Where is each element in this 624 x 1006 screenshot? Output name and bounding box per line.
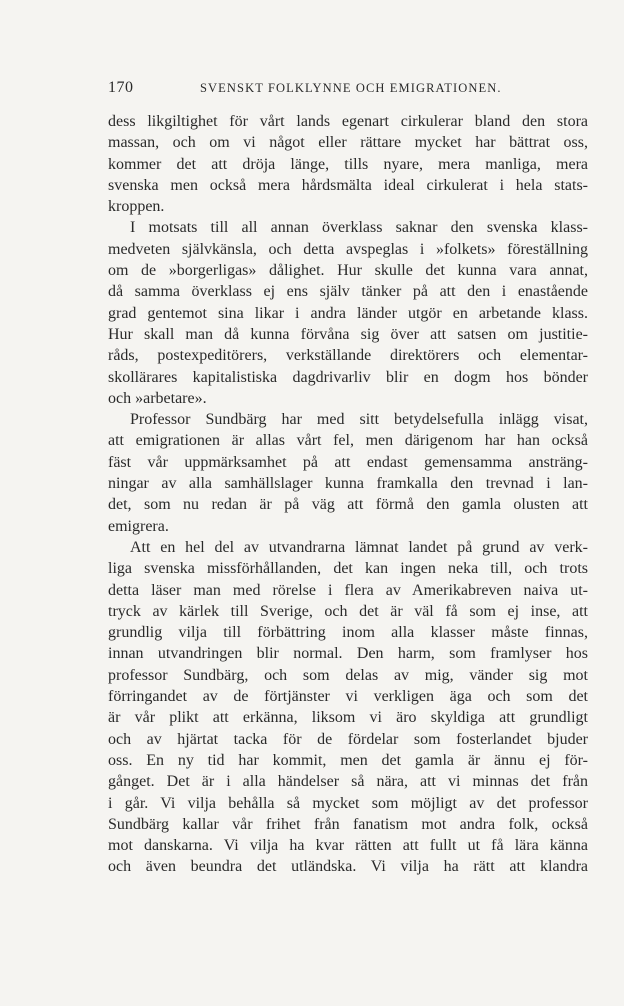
text-line: detta läser man med rörelse i flera av Amerikabreven naiva ut- xyxy=(108,581,588,599)
body-text xyxy=(108,111,588,878)
text-line: I motsats till all annan överklass saknar den svenska klass- xyxy=(130,219,588,237)
text-line: mot danskarna. Vi vilja ha kvar rätten att fullt ut få lära känna xyxy=(108,837,588,855)
running-title: SVENSKT FOLKLYNNE OCH EMIGRATIONEN. xyxy=(200,81,502,95)
text-line: dess likgiltighet för vårt lands egenart cirkulerar bland den stora xyxy=(108,113,588,130)
text-line: och »arbetare». xyxy=(108,389,207,407)
text-line: i går. Vi vilja behålla så mycket som möjligt av det professor xyxy=(108,794,588,812)
text-line: förringandet av de förtjänster vi verkligen äga och som det xyxy=(108,688,588,706)
text-line: Professor Sundbärg har med sitt betydelsefulla inlägg visat, xyxy=(130,411,588,429)
text-line: då samma överklass ej ens själv tänker på att den i enastående xyxy=(108,283,588,301)
text-line: Sundbärg kallar vår frihet från fanatism mot andra folk, också xyxy=(108,815,588,833)
text-line: skollärares kapitalistiska dagdrivarliv blir en dogm hos bönder xyxy=(108,368,588,386)
text-line: emigrera. xyxy=(108,517,169,535)
text-line: det, som nu redan är på väg att förmå den gamla olusten att xyxy=(108,496,588,514)
text-line: grundlig vilja till förbättring inom alla klasser måste finnas, xyxy=(108,624,588,642)
text-line: professor Sundbärg, och som delas av mig, vänder sig mot xyxy=(108,666,588,684)
text-line: och av hjärtat tacka för de fördelar som fosterlandet bjuder xyxy=(108,730,588,748)
text-line: råds, postexpeditörers, verkställande direktörers och elementar- xyxy=(108,347,588,365)
text-line: massan, och om vi något eller rättare mycket har bättrat oss, xyxy=(108,134,588,152)
text-line: innan utvandringen blir normal. Den harm, som framlyser hos xyxy=(108,645,588,663)
text-line: gånget. Det är i alla händelser så nära, att vi minnas det från xyxy=(108,773,588,791)
text-line: Hur skall man då kunna förvåna sig över att satsen om justitie- xyxy=(108,325,588,343)
text-line: Att en hel del av utvandrarna lämnat landet på grund av verk- xyxy=(130,538,588,556)
text-line: medveten självkänsla, och detta avspeglas i »folkets» föreställning xyxy=(108,240,588,258)
text-line: fäst vår uppmärksamhet på att endast gemensamma ansträng- xyxy=(108,453,588,471)
text-line: är vår plikt att erkänna, liksom vi äro skyldiga att grundligt xyxy=(108,709,588,727)
text-line: svenska men också mera hårdsmälta ideal cirkulerat i hela stats- xyxy=(108,176,588,194)
text-line: oss. En ny tid har kommit, men det gamla är ännu ej för- xyxy=(108,751,588,769)
running-head xyxy=(108,79,588,99)
text-line: att emigrationen är allas vårt fel, men därigenom har han också xyxy=(108,432,588,450)
text-line: och även beundra det utländska. Vi vilja ha rätt att klandra xyxy=(108,858,588,876)
text-line: om de »borgerligas» dålighet. Hur skulle det kunna vara annat, xyxy=(108,262,588,280)
page-number: 170 xyxy=(108,79,134,96)
text-line: liga svenska missförhållanden, det kan ingen neka till, och trots xyxy=(108,560,588,578)
text-line: kroppen. xyxy=(108,198,165,216)
text-line: grad gentemot sina likar i andra länder utgör en arbetande klass. xyxy=(108,304,588,322)
text-line: ningar av alla samhällslager kunna framkalla den trevnad i lan- xyxy=(108,475,588,493)
text-line: tryck av kärlek till Sverige, och det är väl få som ej inse, att xyxy=(108,602,588,620)
text-line: kommer det att dröja länge, tills nyare, mera manliga, mera xyxy=(108,155,588,173)
